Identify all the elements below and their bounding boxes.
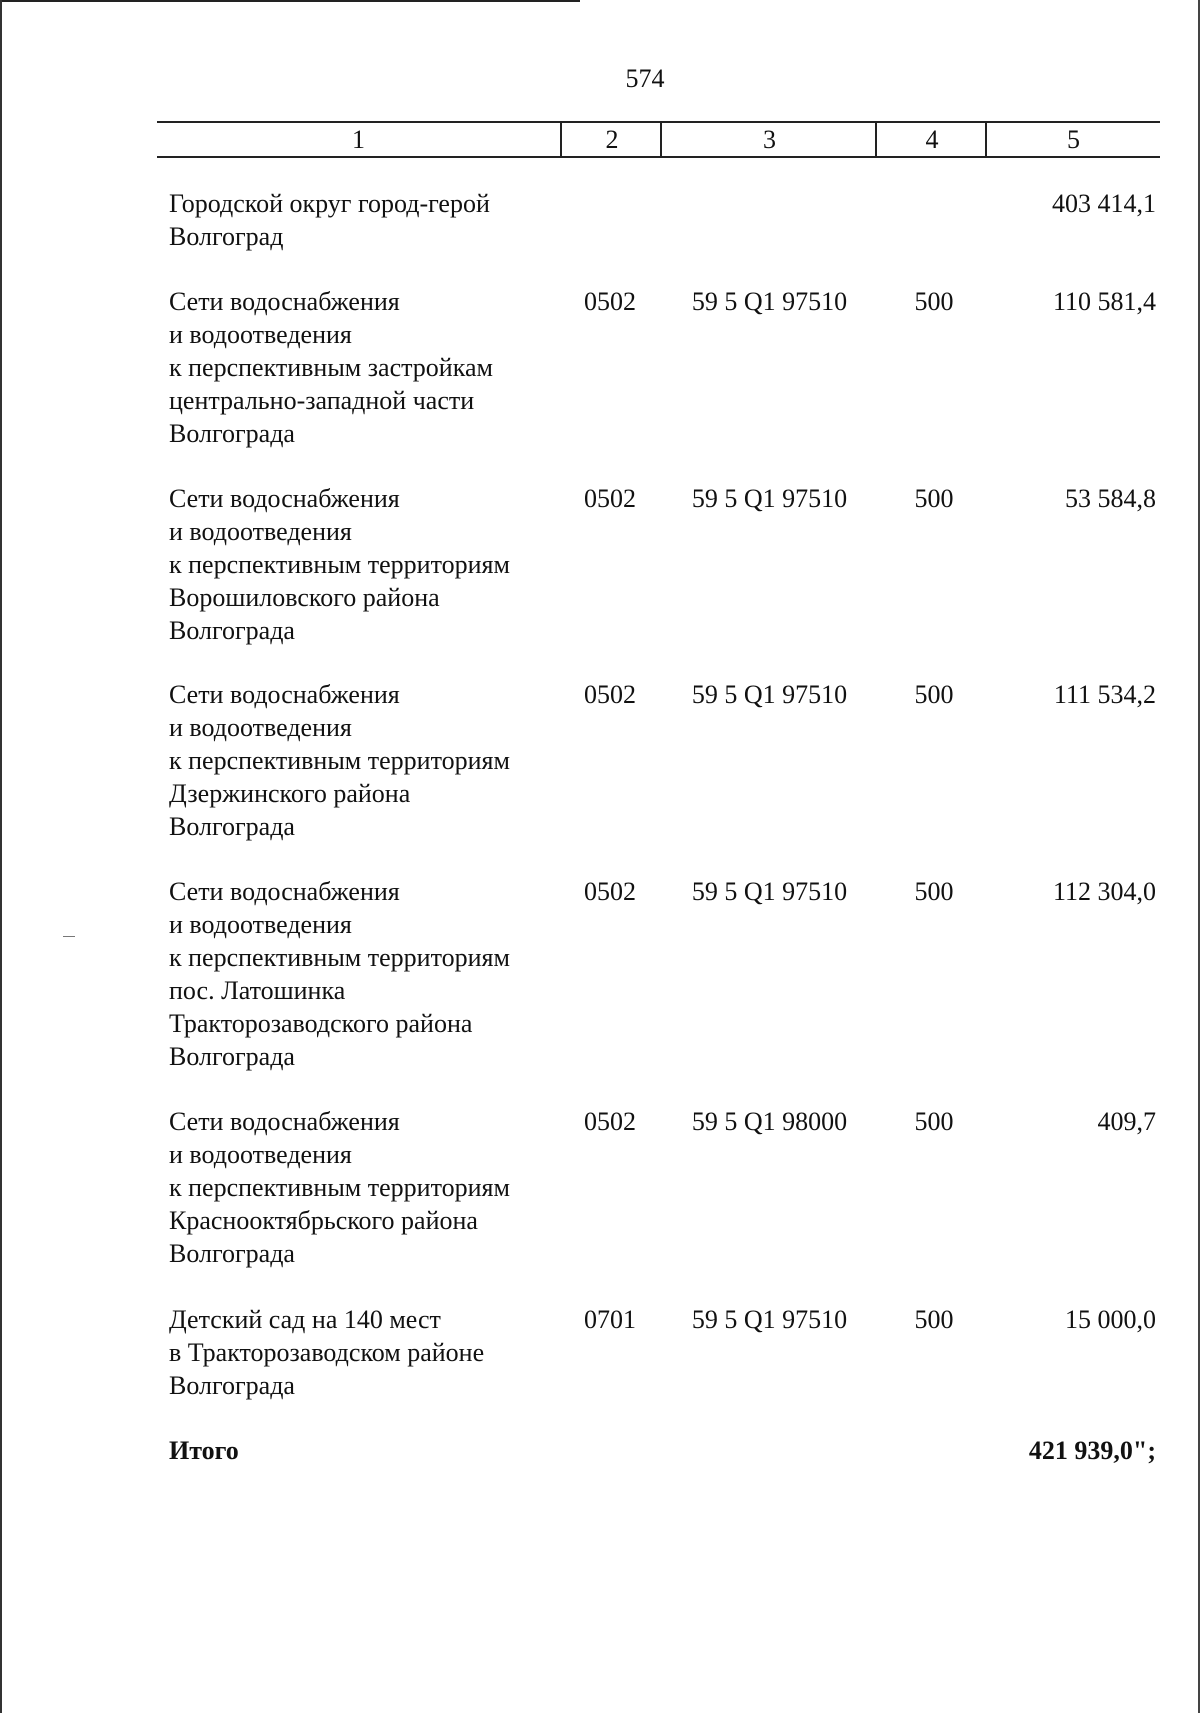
row-amount: 110 581,4 <box>1052 287 1156 316</box>
header-col-4: 4 <box>875 123 987 156</box>
row-amount: 409,7 <box>1097 1107 1156 1136</box>
row-section: 0502 <box>584 287 636 316</box>
row-section: 0502 <box>584 1107 636 1136</box>
row-name: Городской округ город-герой Волгоград <box>169 189 490 251</box>
row-section: 0502 <box>584 680 636 709</box>
header-col-3: 3 <box>660 123 877 156</box>
row-target: 59 5 Q1 97510 <box>691 484 848 513</box>
scan-edge-left <box>0 0 2 1713</box>
total-amount: 421 939,0"; <box>1028 1436 1156 1465</box>
row-expense-type: 500 <box>914 287 954 316</box>
row-name: Сети водоснабжения и водоотведения к перспективным застройкам центрально-западной части Волгограда <box>169 287 493 448</box>
row-target: 59 5 Q1 97510 <box>691 680 848 709</box>
row-expense-type: 500 <box>914 1305 954 1334</box>
page-number: 574 <box>625 64 665 93</box>
row-name: Сети водоснабжения и водоотведения к перспективным территориям Ворошиловского района Волгограда <box>169 484 510 645</box>
row-target: 59 5 Q1 97510 <box>691 287 848 316</box>
row-amount: 403 414,1 <box>1052 189 1156 218</box>
row-target: 59 5 Q1 97510 <box>691 1305 848 1334</box>
margin-mark <box>63 936 75 937</box>
scan-edge-top <box>0 0 580 2</box>
row-section: 0502 <box>584 877 636 906</box>
row-name: Сети водоснабжения и водоотведения к перспективным территориям Краснооктябрьского района Волгограда <box>169 1107 510 1268</box>
row-name: Сети водоснабжения и водоотведения к перспективным территориям пос. Латошинка Тракторозаводского района Волгограда <box>169 877 510 1071</box>
row-name: Сети водоснабжения и водоотведения к перспективным территориям Дзержинского района Волгограда <box>169 680 510 841</box>
header-col-2: 2 <box>560 123 662 156</box>
row-section: 0502 <box>584 484 636 513</box>
header-col-5: 5 <box>985 123 1160 156</box>
row-amount: 112 304,0 <box>1052 877 1156 906</box>
row-section: 0701 <box>584 1305 636 1334</box>
row-expense-type: 500 <box>914 680 954 709</box>
row-expense-type: 500 <box>914 1107 954 1136</box>
row-amount: 53 584,8 <box>1065 484 1156 513</box>
row-target: 59 5 Q1 98000 <box>691 1107 848 1136</box>
total-label: Итого <box>169 1436 239 1465</box>
row-amount: 111 534,2 <box>1053 680 1156 709</box>
row-target: 59 5 Q1 97510 <box>691 877 848 906</box>
header-col-1: 1 <box>352 125 365 154</box>
row-name: Детский сад на 140 мест в Тракторозаводском районе Волгограда <box>169 1305 485 1400</box>
row-amount: 15 000,0 <box>1065 1305 1156 1334</box>
row-expense-type: 500 <box>914 877 954 906</box>
row-expense-type: 500 <box>914 484 954 513</box>
table-header <box>157 121 1160 158</box>
